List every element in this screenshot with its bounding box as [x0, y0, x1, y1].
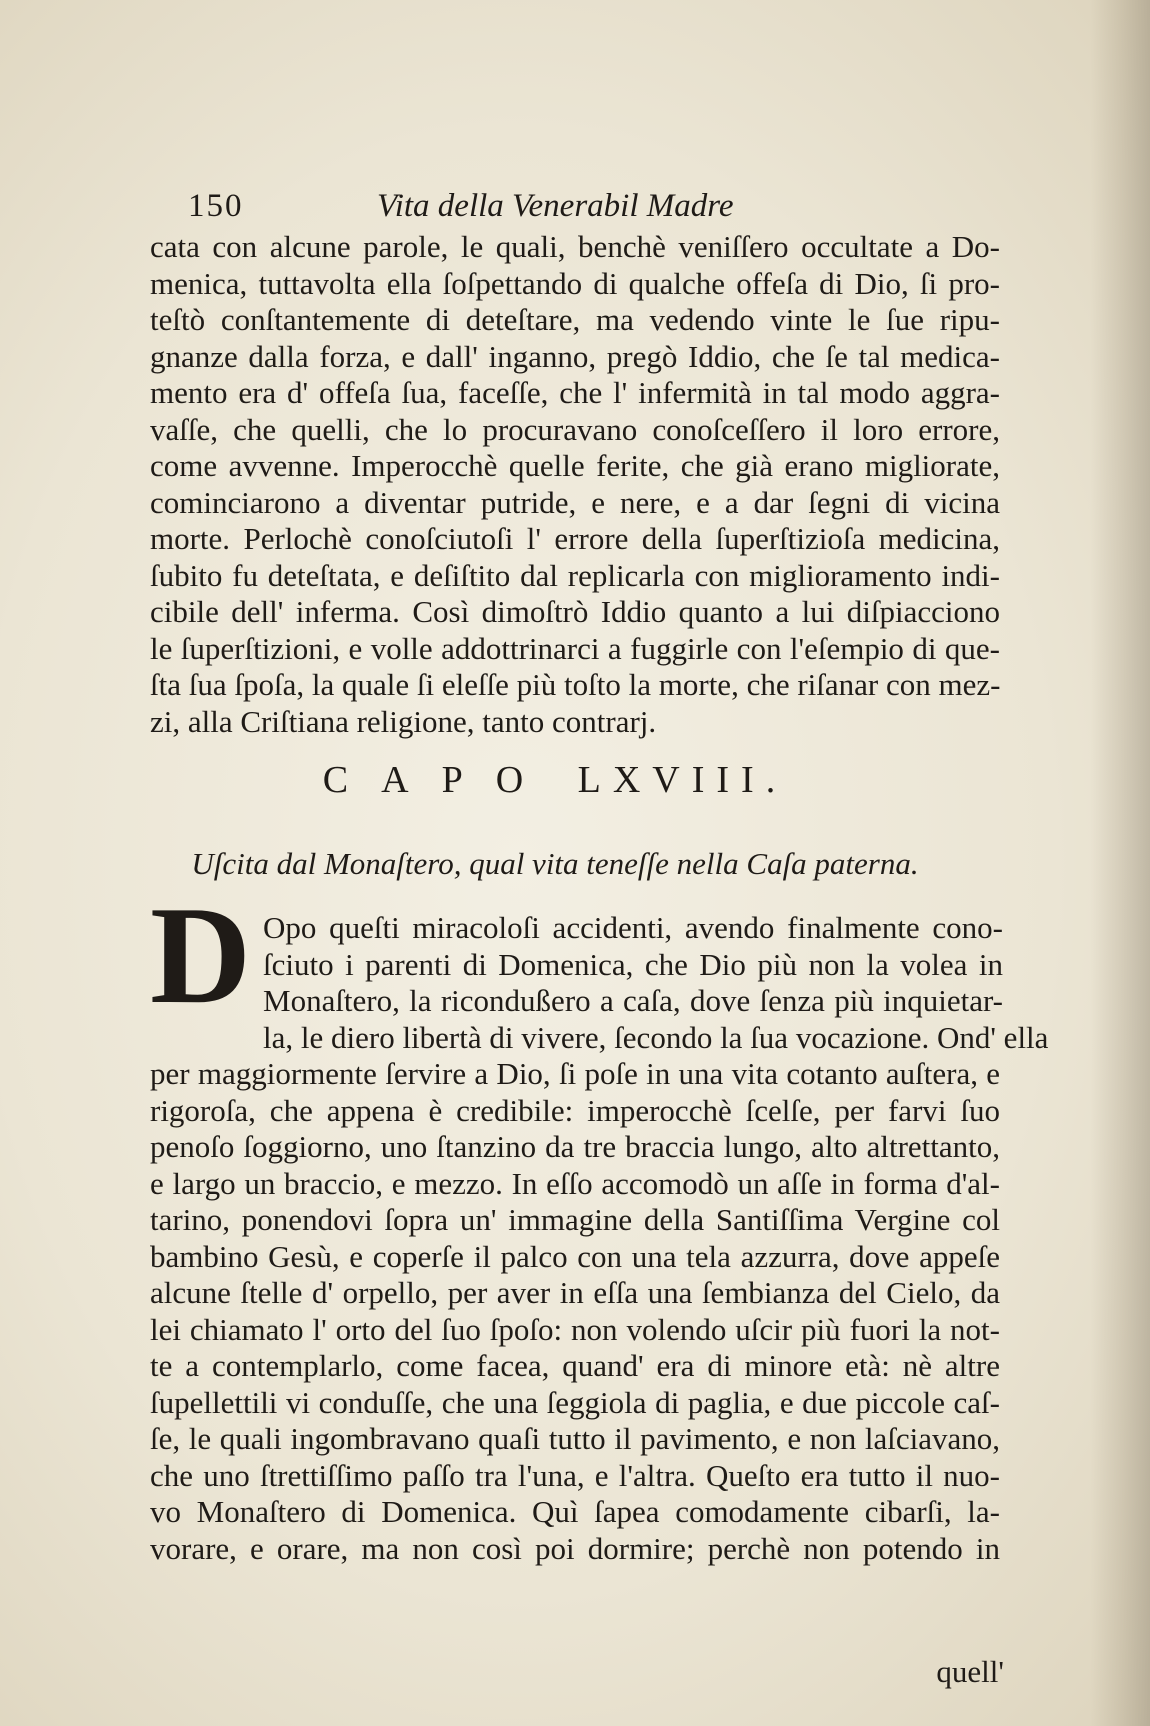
text-line: tarino, ponendovi ſopra un' immagine della Santiſſima Vergine col [150, 1202, 1000, 1237]
text-line: vorare, e orare, ma non così poi dormire; perchè non potendo in [150, 1530, 1000, 1566]
text-line: vo Monaſtero di Domenica. Quì ſapea comodamente cibarſi, la- [150, 1494, 1000, 1529]
chapter-heading [150, 758, 960, 802]
text-line: zi, alla Criſtiana religione, tanto contrarj. [150, 703, 657, 739]
page-number: 150 [188, 188, 244, 224]
text-line: morte. Perlochè conoſciutoſi l' errore della ſuperſtizioſa medicina, [150, 521, 1000, 556]
running-head: Vita della Venerabil Madre [377, 188, 734, 224]
page-fold-shadow [1090, 0, 1150, 1726]
text-line: ſta ſua ſpoſa, la quale ſi eleſſe più toſto la morte, che riſanar con mez- [150, 667, 1001, 702]
text-line: bambino Gesù, e coperſe il palco con una tela azzurra, dove appeſe [150, 1238, 1000, 1274]
text-line: teſtò conſtantemente di deteſtare, ma vedendo vinte le ſue ripu- [150, 302, 1000, 337]
chapter-subtitle: Uſcita dal Monaſtero, qual vita teneſſe nella Caſa paterna. [191, 846, 919, 881]
text-line: la, le diero libertà di vivere, ſecondo la ſua vocazione. Ond' ella [263, 1019, 1049, 1055]
catchword: quell' [936, 1654, 1004, 1689]
paragraph-2-indented [263, 910, 1049, 1056]
text-line: rigoroſa, che appena è credibile: imperocchè ſcelſe, per farvi ſuo [150, 1092, 1000, 1128]
text-line: Opo queſti miracoloſi accidenti, avendo finalmente cono- [263, 910, 1003, 945]
text-line: le ſuperſtizioni, e volle addottrinarci a fuggirle con l'eſempio di que- [150, 630, 1000, 666]
text-line: cibile dell' inferma. Così dimoſtrò Iddio quanto a lui diſpiacciono [150, 594, 1000, 629]
text-line: ſe, le quali ingombravano quaſi tutto il pavimento, e non laſciavano, [150, 1421, 1000, 1456]
text-line: ſubito fu deteſtata, e deſiſtito dal replicarla con miglioramento indi- [150, 557, 1000, 593]
text-line: lei chiamato l' orto del ſuo ſpoſo: non volendo uſcir più fuori la not- [150, 1311, 1000, 1347]
chapter-word: CAPO [322, 759, 557, 801]
text-line: Monaſtero, la ricondußero a caſa, dove ſenza più inquietar- [263, 983, 1003, 1018]
text-line: menica, tuttavolta ella ſoſpettando di qualche offeſa di Dio, ſi pro- [150, 265, 1000, 301]
text-line: che uno ſtrettiſſimo paſſo tra l'una, e l'altra. Queſto era tutto il nuo- [150, 1457, 1000, 1493]
text-line: ſupellettili vi conduſſe, che una ſeggiola di paglia, e due piccole caſ- [150, 1384, 1000, 1420]
paragraph-2 [150, 1056, 1000, 1567]
text-line: e largo un braccio, e mezzo. In eſſo accomodò un aſſe in forma d'al- [150, 1165, 1000, 1201]
paragraph-1 [150, 229, 1000, 740]
text-line: vaſſe, che quelli, che lo procuravano conoſceſſero il loro errore, [150, 411, 1000, 447]
text-line: ſciuto i parenti di Domenica, che Dio più non la volea in [263, 946, 1003, 982]
text-line: gnanze dalla forza, e dall' inganno, pregò Iddio, che ſe tal medica- [150, 338, 1000, 374]
text-line: mento era d' offeſa ſua, faceſſe, che l' infermità in tal modo aggra- [150, 375, 1000, 410]
text-line: per maggiormente ſervire a Dio, ſi poſe in una vita cotanto auſtera, e [150, 1056, 1000, 1091]
text-line: cata con alcune parole, le quali, benchè veniſſero occultate a Do- [150, 229, 1000, 264]
drop-cap: D [150, 878, 252, 1033]
text-line: alcune ſtelle d' orpello, per aver in eſſa una ſembianza del Cielo, da [150, 1275, 1000, 1310]
text-line: cominciarono a diventar putride, e nere, e a dar ſegni di vicina [150, 484, 1000, 520]
text-line: come avvenne. Imperocchè quelle ferite, che già erano migliorate, [150, 448, 1000, 483]
text-line: te a contemplarlo, come facea, quand' era di minore età: nè altre [150, 1348, 1000, 1383]
chapter-number: LXVIII. [577, 759, 788, 801]
text-line: penoſo ſoggiorno, uno ſtanzino da tre braccia lungo, alto altrettanto, [150, 1129, 1000, 1164]
